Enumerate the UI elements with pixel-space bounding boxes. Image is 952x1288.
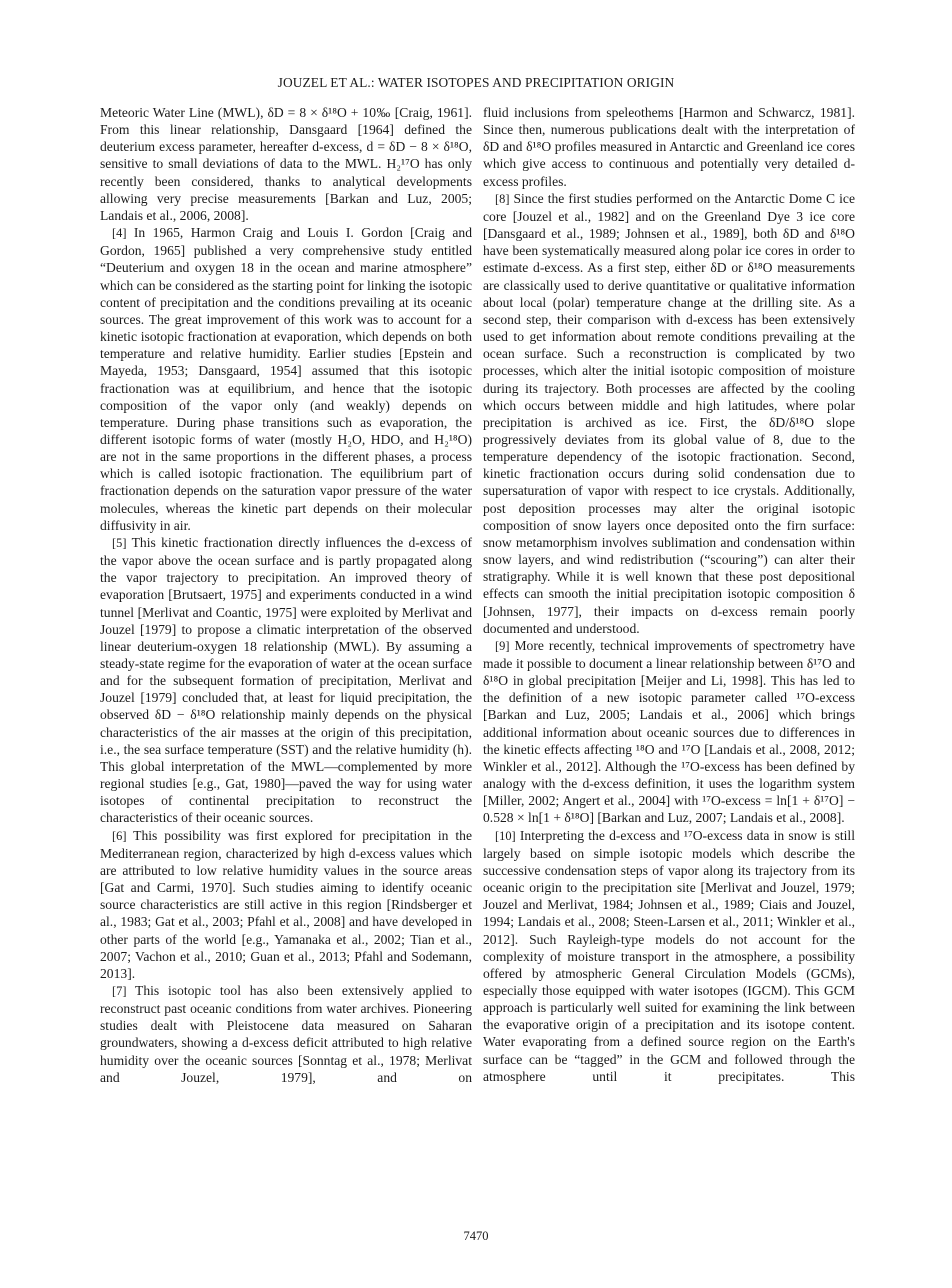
paragraph [100,104,472,224]
paragraph [483,637,855,827]
paragraph-number: [4] [112,226,127,241]
paragraph-text: Interpreting the d-excess and ¹⁷O-excess data in snow is still largely based on simple isotopic models which describe the successive condensation steps of vapor along its trajectory from its oceanic origin to the precipitation site [Merlivat and Jouzel, 1979; Jouzel and Merlivat, 1984; Johnsen et al., 1989; Ciais and Jouzel, 1994; Landais et al., 2008; Steen-Larsen et al., 2011; Winkler et al., 2012]. Such Rayleigh-type models do not account for the complexity of moisture transport in the atmosphere, a possibility offered by atmospheric General Circulation Models (GCMs), especially those equipped with water isotopes (IGCM). This GCM approach is particularly well suited for examining the link between the evaporative origin of a precipitation and its isotope content. Water evaporating from a defined source region on the Earth's surface can be “tagged” in the GCM and followed through the atmosphere until it precipitates. This [483,827,855,1084]
paragraph-number: [8] [495,191,510,206]
paragraph-number: [6] [112,828,127,843]
paragraph-number: [10] [495,828,516,843]
paragraph-text: fluid inclusions from speleothems [Harmon and Schwarcz, 1981]. Since then, numerous publications dealt with the interpretation of δD and δ¹⁸O profiles measured in Antarctic and Greenland ice cores which give access to continuous and potentially very detailed d-excess profiles. [483,105,855,189]
paragraph-text: In 1965, Harmon Craig and Louis I. Gordon [Craig and Gordon, 1965] published a very comprehensive study entitled “Deuterium and oxygen 18 in the ocean and marine atmosphere” which can be considered as the starting point for linking the isotopic content of precipitation and the conditions prevailing at its oceanic sources. The great improvement of this work was to account for a kinetic isotopic fractionation at evaporation, which depends on both temperature and relative humidity. Earlier studies [Epstein and Mayeda, 1953; Dansgaard, 1954] assumed that this isotopic fractionation was at equilibrium, and hence that the isotopic composition of the vapor only (and weakly) depends on temperature. During phase transitions such as evaporation, the different isotopic forms of water (mostly H₂O, HDO, and H₂¹⁸O) are not in the same proportions in the different phases, a process which is called isotopic fractionation. The equilibrium part of fractionation depends on the saturation vapor pressure of the water molecules, whereas the kinetic part depends on their molecular diffusivity in air. [100,225,472,533]
paragraph-number: [7] [112,983,127,998]
paragraph-text: Since the first studies performed on the Antarctic Dome C ice core [Jouzel et al., 1982] and on the Greenland Dye 3 ice core [Dansgaard et al., 1989; Johnsen et al., 1989], both δD and δ¹⁸O have been systematically measured along polar ice cores in order to estimate d-excess. As a first step, either δD or δ¹⁸O measurements are classically used to derive quantitative or qualitative information about local (polar) temperature change at the drilling site. As a second step, their comparison with d-excess has been extensively used to get information about remote conditions prevailing at the ocean surface. Such a reconstruction is complicated by two processes, which alter the initial isotopic composition of moisture during its trajectory. Both processes are affected by the cooling which occurs between middle and high latitudes, where polar precipitation is archived as ice. First, the δD/δ¹⁸O slope progressively deviates from its global value of 8, due to the temperature dependency of the isotopic fractionation. Second, kinetic fractionation occurs during solid condensation due to supersaturation of vapor with respect to ice crystals. Additionally, post deposition processes may alter the original isotopic composition of snow layers once deposited onto the firn surface: snow metamorphism involves sublimation and condensation within snow layers, and wind redistribution (“scouring”) can alter their stratigraphy. While it is well known that these post depositional effects can smooth the initial precipitation isotopic composition δ [Johnsen, 1977], their impacts on d-excess remain poorly documented and understood. [483,190,855,636]
running-header: JOUZEL ET AL.: WATER ISOTOPES AND PRECIPITATION ORIGIN [277,75,675,90]
paragraph [100,827,472,982]
paragraph-number: [5] [112,535,127,550]
paragraph-number: [9] [495,638,510,653]
left-column [100,104,472,1086]
paragraph [100,534,472,827]
right-column [483,104,855,1085]
page-number: 7470 [463,1229,489,1243]
paragraph [483,190,855,637]
paragraph-text: More recently, technical improvements of spectrometry have made it possible to document a linear relationship between δ¹⁷O and δ¹⁸O in global precipitation [Meijer and Li, 1998]. This has led to the definition of a new isotopic parameter called ¹⁷O-excess [Barkan and Luz, 2005; Landais et al., 2006] which brings additional information about oceanic sources due to differences in the kinetic effects affecting ¹⁸O and ¹⁷O [Landais et al., 2008, 2012; Winkler et al., 2012]. Although the ¹⁷O-excess has been defined by analogy with the d-excess definition, it uses the logarithm system [Miller, 2002; Angert et al., 2004] with ¹⁷O-excess = ln[1 + δ¹⁷O] − 0.528 × ln[1 + δ¹⁸O] [Barkan and Luz, 2007; Landais et al., 2008]. [483,637,856,826]
paragraph-text: This possibility was first explored for precipitation in the Mediterranean region, characterized by high d-excess values which are attributed to low relative humidity values in the source areas [Gat and Carmi, 1970]. Such studies aiming to identify oceanic source characteristics are still active in this region [Rindsberger et al., 1983; Gat et al., 2003; Pfahl et al., 2008] and have developed in other parts of the world [e.g., Yamanaka et al., 2002; Tian et al., 2007; Vachon et al., 2010; Guan et al., 2013; Pfahl and Sodemann, 2013]. [100,827,472,981]
paragraph [483,104,855,190]
paragraph-text: This kinetic fractionation directly influences the d-excess of the vapor above the ocean surface and is partly propagated along the vapor trajectory to precipitation. An improved theory of evaporation [Brutsaert, 1975] and experiments conducted in a wind tunnel [Merlivat and Coantic, 1975] were exploited by Merlivat and Jouzel [1979] to propose a climatic interpretation of the observed linear deuterium-oxygen 18 relationship (MWL). By assuming a steady-state regime for the evaporation of water at the ocean surface and for the subsequent formation of precipitation, Merlivat and Jouzel [1979] concluded that, at least for liquid precipitation, the observed δD − δ¹⁸O relationship mainly depends on the physical characteristics of the air masses at the origin of this precipitation, i.e., the sea surface temperature (SST) and the relative humidity (h). This global interpretation of the MWL—complemented by more regional studies [e.g., Gat, 1980]—paved the way for using water isotopes of continental precipitation to reconstruct the characteristics of their oceanic sources. [100,534,472,826]
paragraph [483,827,855,1085]
paragraph [100,982,472,1086]
paragraph-text: Meteoric Water Line (MWL), δD = 8 × δ¹⁸O + 10‰ [Craig, 1961]. From this linear relationship, Dansgaard [1964] defined the deuterium excess parameter, hereafter d-excess, d = δD − 8 × δ¹⁸O, sensitive to small deviations of data to the MWL. H₂¹⁷O has only recently been considered, thanks to analytical developments allowing very precise measurements [Barkan and Luz, 2005; Landais et al., 2006, 2008]. [100,105,472,223]
paragraph [100,224,472,534]
paragraph-text: This isotopic tool has also been extensively applied to reconstruct past oceanic conditions from water archives. Pioneering studies dealt with Pleistocene data measured on Saharan groundwaters, showing a d-excess deficit attributed to high relative humidity over the oceanic sources [Sonntag et al., 1978; Merlivat and Jouzel, 1979], and on [100,982,472,1085]
